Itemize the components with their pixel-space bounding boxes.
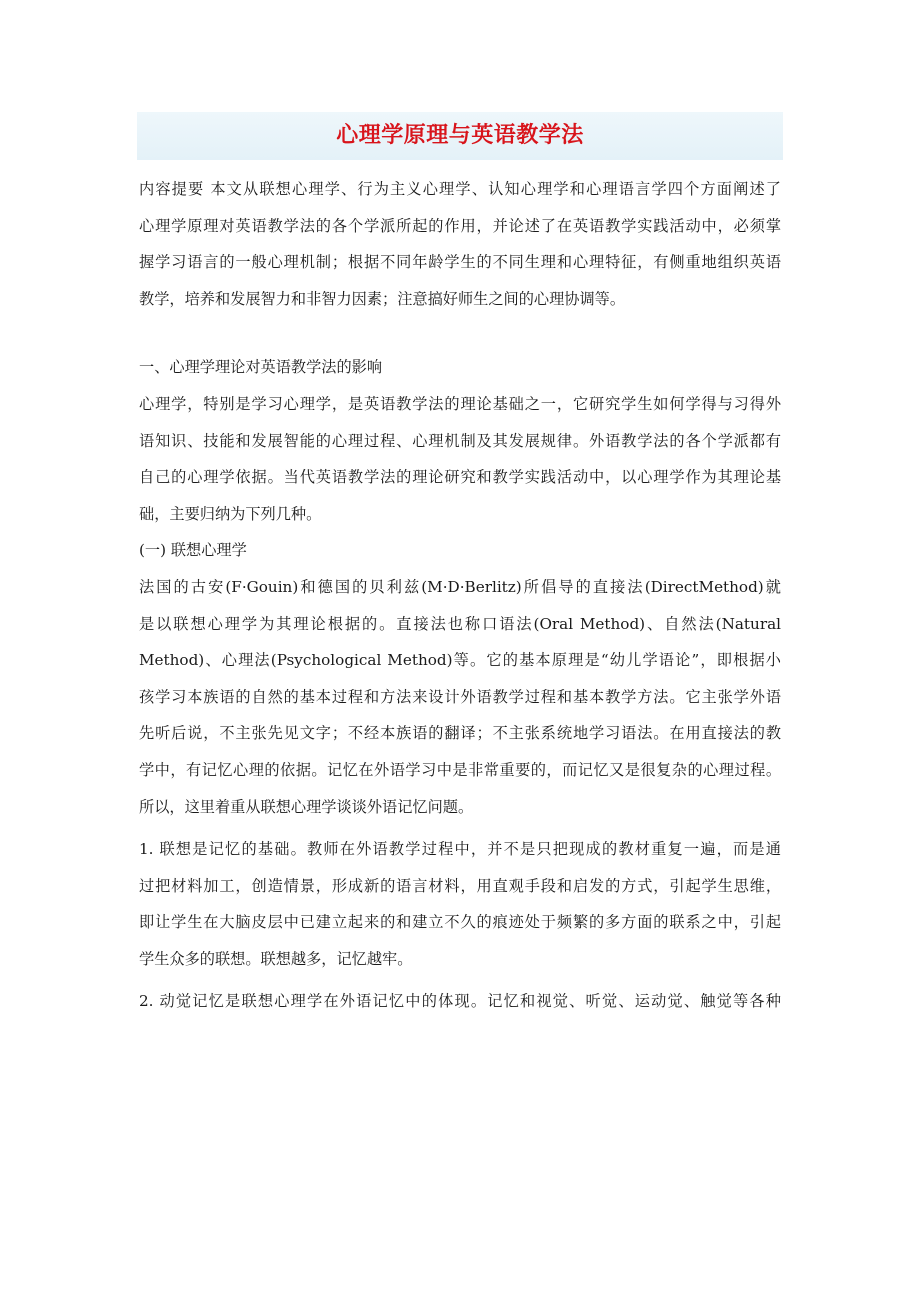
text-line: 学中，有记忆心理的依据。记忆在外语学习中是非常重要的，而记忆又是很复杂的心理过程。 xyxy=(139,760,781,779)
text-line: 学生众多的联想。联想越多，记忆越牢。 xyxy=(139,949,413,968)
text-line: 是以联想心理学为其理论根据的。直接法也称口语法(Oral Method)、自然法(Natural xyxy=(139,614,781,633)
document-title: 心理学原理与英语教学法 xyxy=(336,123,584,148)
subsection-heading: (一) 联想心理学 xyxy=(139,541,247,560)
point1-paragraph xyxy=(139,831,781,977)
text-line: Method)、心理法(Psychological Method)等。它的基本原理是“幼儿学语论”，即根据小 xyxy=(139,651,781,670)
text-line: 先听后说，不主张先见文字；不经本族语的翻译；不主张系统地学习语法。在用直接法的教 xyxy=(139,724,781,743)
subsection1-paragraph xyxy=(139,569,781,825)
abstract-paragraph xyxy=(139,171,781,317)
document-body xyxy=(139,171,781,1020)
text-line: 自己的心理学依据。当代英语教学法的理论研究和教学实践活动中，以心理学作为其理论基 xyxy=(139,468,781,487)
text-line: 心理学原理对英语教学法的各个学派所起的作用，并论述了在英语教学实践活动中，必须掌 xyxy=(139,216,781,235)
text-line: 握学习语言的一般心理机制；根据不同年龄学生的不同生理和心理特征，有侧重地组织英语 xyxy=(139,253,781,272)
text-line: 1. 联想是记忆的基础。教师在外语教学过程中，并不是只把现成的教材重复一遍，而是通 xyxy=(139,840,781,859)
point2-paragraph xyxy=(139,983,781,1020)
text-line: 2. 动觉记忆是联想心理学在外语记忆中的体现。记忆和视觉、听觉、运动觉、触觉等各种 xyxy=(139,992,781,1011)
section1-paragraph xyxy=(139,386,781,532)
text-line: 教学，培养和发展智力和非智力因素；注意搞好师生之间的心理协调等。 xyxy=(139,289,625,308)
text-line: 心理学，特别是学习心理学，是英语教学法的理论基础之一，它研究学生如何学得与习得外 xyxy=(139,394,781,413)
text-line: 所以，这里着重从联想心理学谈谈外语记忆问题。 xyxy=(139,797,474,816)
text-line: 孩学习本族语的自然的基本过程和方法来设计外语教学过程和基本教学方法。它主张学外语 xyxy=(139,687,781,706)
text-line: 法国的古安(F·Gouin)和德国的贝利兹(M·D·Berlitz)所倡导的直接法(DirectMethod)就 xyxy=(139,577,781,596)
section-heading: 一、心理学理论对英语教学法的影响 xyxy=(139,358,382,377)
text-line: 语知识、技能和发展智能的心理过程、心理机制及其发展规律。外语教学法的各个学派都有 xyxy=(139,431,781,450)
text-line: 内容提要 本文从联想心理学、行为主义心理学、认知心理学和心理语言学四个方面阐述了 xyxy=(139,180,781,198)
paragraph-gap xyxy=(139,317,781,349)
text-line: 过把材料加工，创造情景，形成新的语言材料，用直观手段和启发的方式，引起学生思维， xyxy=(139,876,781,895)
text-line: 础，主要归纳为下列几种。 xyxy=(139,504,322,523)
text-line: 即让学生在大脑皮层中已建立起来的和建立不久的痕迹处于频繁的多方面的联系之中，引起 xyxy=(139,913,781,932)
